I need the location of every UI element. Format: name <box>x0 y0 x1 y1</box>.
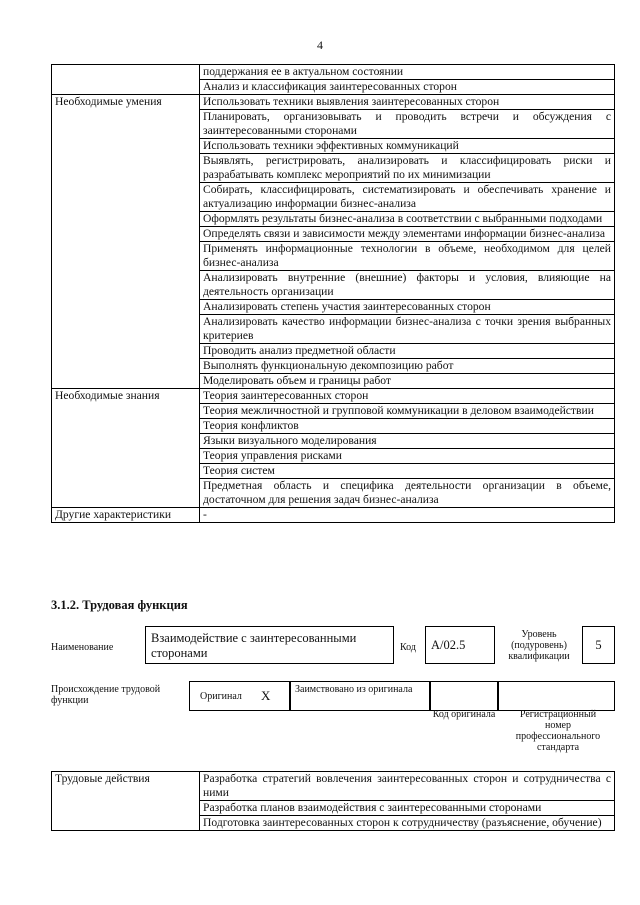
code-box <box>425 626 495 664</box>
skill-item: Анализировать степень участия заинтересованных сторон <box>200 300 615 315</box>
function-name-box <box>145 626 394 664</box>
skill-item: Выполнять функциональную декомпозицию работ <box>200 359 615 374</box>
other-label: Другие характеристики <box>52 508 200 523</box>
original-label: Оригинал <box>200 691 242 702</box>
knowledge-item: Теория заинтересованных сторон <box>200 389 615 404</box>
knowledge-item: Теория межличностной и групповой коммуникации в деловом взаимодействии <box>200 404 615 419</box>
skills-knowledge-table <box>51 64 615 523</box>
labor-action-item: Подготовка заинтересованных сторон к сотрудничеству (разъяснение, обучение) <box>200 816 615 831</box>
labor-action-item-row <box>52 772 615 801</box>
borrowed-label: Заимствовано из оригинала <box>295 684 413 695</box>
knowledge-label: Необходимые знания <box>52 389 200 508</box>
skill-item: Собирать, классифицировать, систематизировать и обеспечивать хранение и актуализацию информации бизнес-анализа <box>200 183 615 212</box>
knowledge-item: Теория конфликтов <box>200 419 615 434</box>
knowledge-item-row <box>52 389 615 404</box>
skill-item: Использовать техники эффективных коммуникаций <box>200 139 615 154</box>
name-label: Наименование <box>51 642 114 653</box>
skill-item: Определять связи и зависимости между элементами информации бизнес-анализа <box>200 227 615 242</box>
skill-item: Оформлять результаты бизнес-анализа в соответствии с выбранными подходами <box>200 212 615 227</box>
continued-item-row <box>52 65 615 80</box>
knowledge-item: Теория систем <box>200 464 615 479</box>
labor-actions-table <box>51 771 615 831</box>
borrowed-box <box>290 681 430 711</box>
level-value: 5 <box>595 638 602 652</box>
continued-label-cell <box>52 65 200 95</box>
labor-action-item: Разработка планов взаимодействия с заинтересованными сторонами <box>200 801 615 816</box>
registration-box <box>498 681 615 711</box>
knowledge-item: Предметная область и специфика деятельности организации в объеме, достаточном для решения задач бизнес-анализа <box>200 479 615 508</box>
other-row <box>52 508 615 523</box>
code-caption: Код оригинала <box>432 709 496 720</box>
skill-item: Использовать техники выявления заинтересованных сторон <box>200 95 615 110</box>
skill-item: Проводить анализ предметной области <box>200 344 615 359</box>
skill-item: Моделировать объем и границы работ <box>200 374 615 389</box>
code-label: Код <box>400 642 416 653</box>
function-name-value: Взаимодействие с заинтересованными сторонами <box>151 631 357 660</box>
skill-item: Выявлять, регистрировать, анализировать и классифицировать риски и разрабатывать комплекс мероприятий по их минимизации <box>200 154 615 183</box>
origin-code-box <box>430 681 498 711</box>
knowledge-item: Теория управления рисками <box>200 449 615 464</box>
original-box <box>189 681 290 711</box>
knowledge-item: Языки визуального моделирования <box>200 434 615 449</box>
labor-action-item: Разработка стратегий вовлечения заинтересованных сторон и сотрудничества с ними <box>200 772 615 801</box>
skills-label: Необходимые умения <box>52 95 200 389</box>
labor-actions-label: Трудовые действия <box>52 772 200 831</box>
skill-item: Применять информационные технологии в объеме, необходимом для целей бизнес-анализа <box>200 242 615 271</box>
skill-item: Анализировать качество информации бизнес-анализа с точки зрения выбранных критериев <box>200 315 615 344</box>
original-mark: X <box>261 688 271 703</box>
origin-label: Происхождение трудовой функции <box>51 684 161 706</box>
page-number: 4 <box>317 38 323 52</box>
skill-item: Планировать, организовывать и проводить встречи и обсуждения с заинтересованными сторонами <box>200 110 615 139</box>
registration-caption: Регистрационный номер профессионального стандарта <box>515 709 601 753</box>
level-box <box>582 626 615 664</box>
level-label: Уровень (подуровень) квалификации <box>508 629 570 662</box>
skill-item-row <box>52 95 615 110</box>
continued-item: поддержания ее в актуальном состоянии <box>200 65 615 80</box>
function-heading: 3.1.2. Трудовая функция <box>51 598 188 612</box>
code-value: A/02.5 <box>431 638 466 652</box>
skill-item: Анализировать внутренние (внешние) факторы и условия, влияющие на деятельность организации <box>200 271 615 300</box>
continued-item: Анализ и классификация заинтересованных сторон <box>200 80 615 95</box>
other-value: - <box>200 508 615 523</box>
